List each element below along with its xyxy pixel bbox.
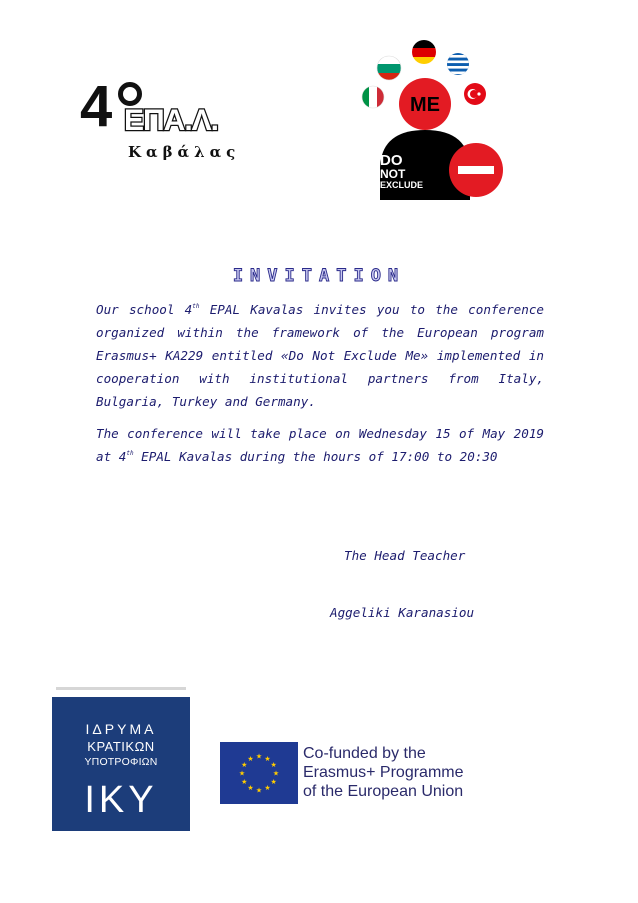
eu-star-icon: ★ xyxy=(264,754,271,763)
project-logo-text-1: DO xyxy=(380,152,403,169)
school-logo-number: 4 xyxy=(80,74,110,139)
eu-star-icon: ★ xyxy=(255,786,263,795)
eu-star-icon: ★ xyxy=(241,778,248,786)
iky-logo xyxy=(52,697,190,831)
signature-name: Aggeliki Karanasiou xyxy=(330,605,475,620)
signature-role: The Head Teacher xyxy=(344,548,466,563)
eu-flag-icon xyxy=(220,742,298,804)
no-entry-icon xyxy=(449,143,503,197)
iky-line-3: ΥΠΟΤΡΟΦΙΩΝ xyxy=(84,756,158,768)
school-logo-name: ΕΠΑ.Λ. xyxy=(124,104,219,137)
iky-line-1: ΙΔΡΥΜΑ xyxy=(85,721,157,737)
eu-star-icon: ★ xyxy=(241,761,248,769)
flag-germany-icon xyxy=(411,39,437,66)
eu-star-icon: ★ xyxy=(247,754,254,763)
eu-star-icon: ★ xyxy=(272,769,280,778)
erasmus-cofunded-text: Co-funded by the Erasmus+ Programme of the European Union xyxy=(303,745,464,800)
eu-star-icon: ★ xyxy=(270,778,277,786)
project-logo-text-3: EXCLUDE xyxy=(380,180,424,190)
school-logo-city: Καβάλας xyxy=(128,143,241,161)
invitation-title: INVITATION xyxy=(232,266,406,286)
project-logo-text-2: NOT xyxy=(380,167,406,181)
iky-faded-strip xyxy=(56,687,186,690)
school-logo-degree xyxy=(118,82,142,106)
project-logo xyxy=(356,38,516,200)
flag-turkey-icon xyxy=(464,83,486,105)
eu-star-icon: ★ xyxy=(264,784,271,793)
flag-italy-icon xyxy=(361,85,385,109)
project-logo-badge: ME xyxy=(410,94,440,116)
eu-star-icon: ★ xyxy=(238,769,246,778)
invitation-paragraph-2: The conference will take place on Wednesday 15 of May 2019 at 4th EPAL Kavalas during the hours of 17:00 to 20:30 xyxy=(96,426,544,464)
iky-line-2: ΚΡΑΤΙΚΩΝ xyxy=(87,739,155,754)
invitation-paragraph-1: Our school 4th EPAL Kavalas invites you to the conference organized within the framework of the European program Erasmus+ KA229 entitled «Do Not Exclude Me» implemented in cooperation with institutional partners from Italy, Bulgaria, Turkey and Germany. xyxy=(96,302,544,409)
eu-star-icon: ★ xyxy=(255,752,263,761)
flag-greece-icon xyxy=(446,52,470,76)
flag-bulgaria-icon xyxy=(376,55,402,82)
eu-star-icon: ★ xyxy=(270,761,277,769)
iky-line-4: ΙΚΥ xyxy=(84,779,158,821)
school-logo xyxy=(80,74,241,168)
eu-star-icon: ★ xyxy=(247,784,254,793)
